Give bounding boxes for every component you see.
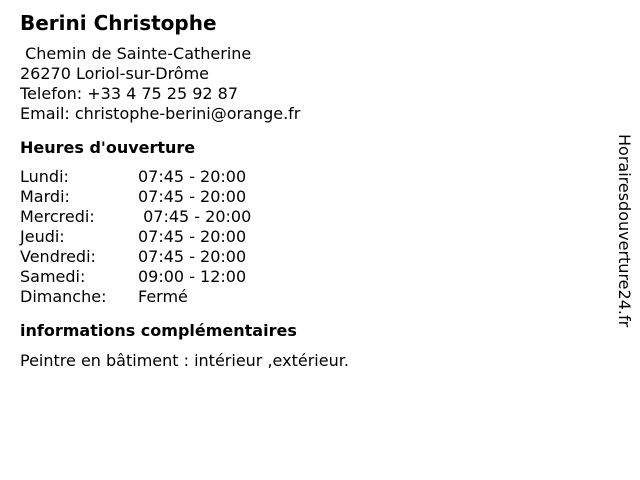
contact-block	[20, 44, 600, 124]
hours-row-saturday	[20, 267, 600, 287]
day-label: Samedi:	[20, 267, 86, 286]
time-value: 07:45 - 20:00	[138, 187, 247, 206]
day-label: Jeudi:	[20, 227, 65, 246]
address-street: Chemin de Sainte-Catherine	[20, 44, 252, 63]
day-label: Mardi:	[20, 187, 70, 206]
hours-row-tuesday	[20, 187, 600, 207]
hours-row-wednesday	[20, 207, 600, 227]
business-name: Berini Christophe	[20, 11, 217, 35]
day-label: Vendredi:	[20, 247, 96, 266]
info-text: Peintre en bâtiment : intérieur ,extérieur.	[20, 351, 349, 370]
hours-table	[20, 167, 600, 307]
time-value: 07:45 - 20:00	[138, 207, 252, 226]
site-watermark: Horairesdouverture24.fr	[615, 134, 634, 328]
info-heading: informations complémentaires	[20, 321, 297, 340]
email-address: Email: christophe-berini@orange.fr	[20, 104, 301, 123]
day-label: Dimanche:	[20, 287, 107, 306]
day-label: Mercredi:	[20, 207, 95, 226]
address-city: 26270 Loriol-sur-Drôme	[20, 64, 210, 83]
phone-number: Telefon: +33 4 75 25 92 87	[20, 84, 239, 103]
time-value: Fermé	[138, 287, 188, 306]
business-card	[20, 10, 600, 371]
hours-heading: Heures d'ouverture	[20, 138, 196, 157]
time-value: 09:00 - 12:00	[138, 267, 247, 286]
time-value: 07:45 - 20:00	[138, 227, 247, 246]
hours-row-thursday	[20, 227, 600, 247]
hours-row-sunday	[20, 287, 600, 307]
hours-row-monday	[20, 167, 600, 187]
hours-row-friday	[20, 247, 600, 267]
time-value: 07:45 - 20:00	[138, 247, 247, 266]
time-value: 07:45 - 20:00	[138, 167, 247, 186]
day-label: Lundi:	[20, 167, 69, 186]
